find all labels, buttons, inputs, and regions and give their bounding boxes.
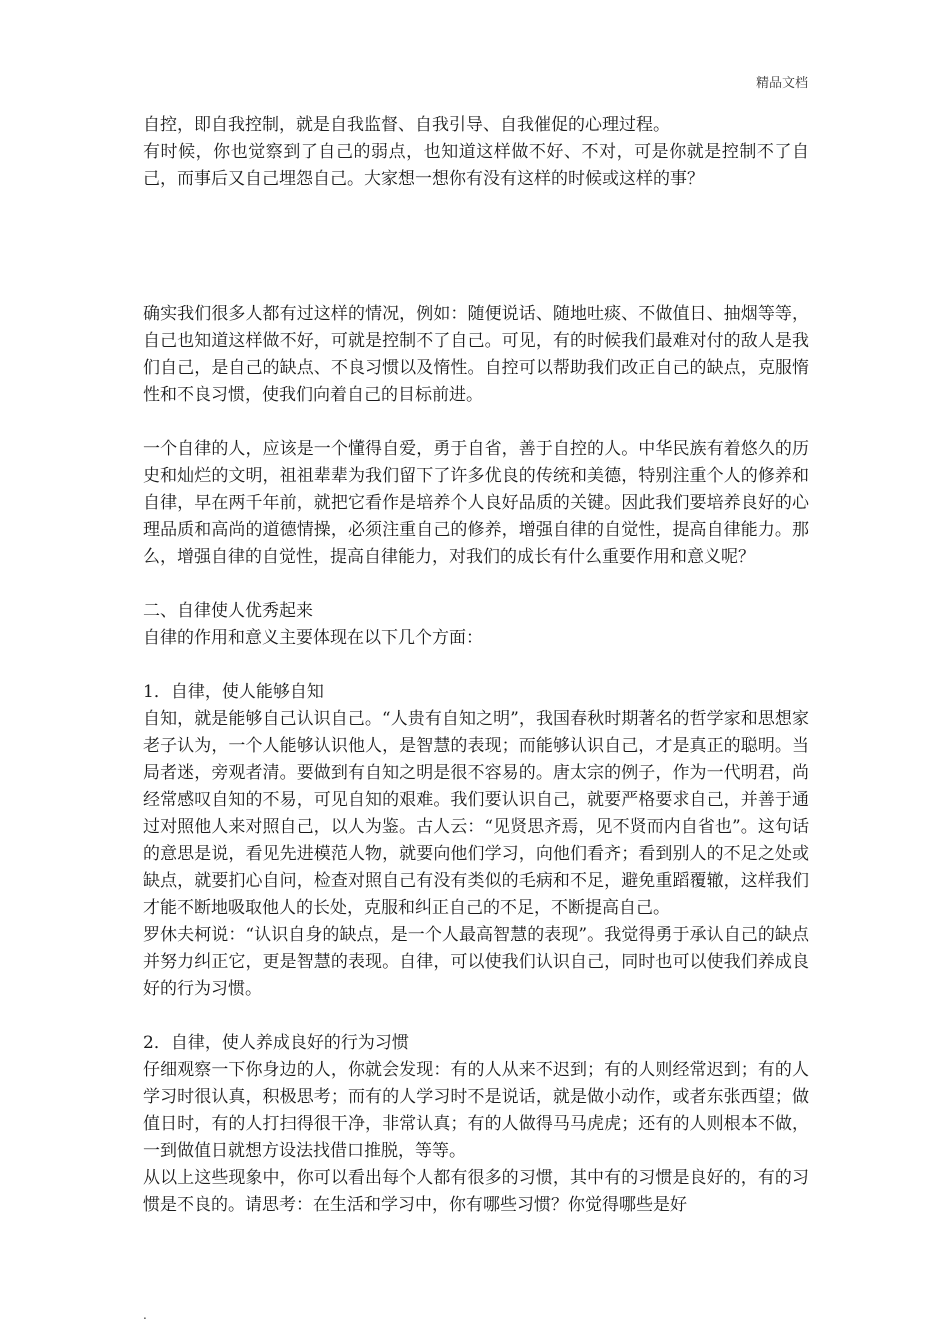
paragraph-observation: 仔细观察一下你身边的人，你就会发现：有的人从来不迟到；有的人则经常迟到；有的人学习时很认真，积极思考；而有的人学习时不是说话，就是做小动作，或者东张西望；做值日时，有的人打扫得很干净，非常认真；有的人做得马马虎虎；还有的人则根本不做，一到做值日就想方设法找借口推脱，等等。	[143, 1060, 809, 1161]
blank-line	[143, 1003, 809, 1030]
document-body	[143, 112, 809, 1219]
blank-line	[143, 652, 809, 679]
blank-line	[143, 571, 809, 598]
section-heading-2: 二、自律使人优秀起来	[143, 601, 313, 621]
page-header: 精品文档	[755, 76, 808, 91]
paragraph-aspects-intro: 自律的作用和意义主要体现在以下几个方面：	[143, 628, 483, 648]
blank-line	[143, 409, 809, 436]
paragraph-examples: 确实我们很多人都有过这样的情况，例如：随便说话、随地吐痰、不做值日、抽烟等等，自己也知道这样做不好，可就是控制不了自己。可见，有的时候我们最难对付的敌人是我们自己，是自己的缺点、不良习惯以及惰性。自控可以帮助我们改正自己的缺点，克服惰性和不良习惯，使我们向着自己的目标前进。	[143, 304, 809, 405]
subheading-habits: 2．自律，使人养成良好的行为习惯	[143, 1033, 409, 1053]
subheading-self-knowledge: 1．自律，使人能够自知	[143, 682, 324, 702]
paragraph-quote: 罗休夫柯说：“认识自身的缺点，是一个人最高智慧的表现”。我觉得勇于承认自己的缺点并努力纠正它，更是智慧的表现。自律，可以使我们认识自己，同时也可以使我们养成良好的行为习惯。	[143, 925, 809, 999]
blank-space	[143, 193, 809, 301]
paragraph-self-discipline: 一个自律的人，应该是一个懂得自爱，勇于自省，善于自控的人。中华民族有着悠久的历史和灿烂的文明，祖祖辈辈为我们留下了许多优良的传统和美德，特别注重个人的修养和自律，早在两千年前，就把它看作是培养个人良好品质的关键。因此我们要培养良好的心理品质和高尚的道德情操，必须注重自己的修养，增强自律的自觉性，提高自律能力。那么，增强自律的自觉性，提高自律能力，对我们的成长有什么重要作用和意义呢？	[143, 439, 809, 567]
paragraph-weakness: 有时候，你也觉察到了自己的弱点，也知道这样做不好、不对，可是你就是控制不了自己，而事后又自己埋怨自己。大家想一想你有没有这样的时候或这样的事？	[143, 142, 809, 189]
paragraph-habits-question: 从以上这些现象中，你可以看出每个人都有很多的习惯，其中有的习惯是良好的，有的习惯是不良的。请思考：在生活和学习中，你有哪些习惯？你觉得哪些是好	[143, 1168, 809, 1215]
paragraph-self-knowledge: 自知，就是能够自己认识自己。“人贵有自知之明”，我国春秋时期著名的哲学家和思想家老子认为，一个人能够认识他人，是智慧的表现；而能够认识自己，才是真正的聪明。当局者迷，旁观者清。要做到有自知之明是很不容易的。唐太宗的例子，作为一代明君，尚经常感叹自知的不易，可见自知的艰难。我们要认识自己，就要严格要求自己，并善于通过对照他人来对照自己，以人为鉴。古人云：“见贤思齐焉，见不贤而内自省也”。这句话的意思是说，看见先进模范人物，就要向他们学习，向他们看齐；看到别人的不足之处或缺点，就要扪心自问，检查对照自己有没有类似的毛病和不足，避免重蹈覆辙，这样我们才能不断地吸取他人的长处，克服和纠正自己的不足，不断提高自己。	[143, 709, 809, 918]
paragraph-self-control-definition: 自控，即自我控制，就是自我监督、自我引导、自我催促的心理过程。	[143, 115, 670, 135]
footer-mark: .	[143, 1308, 147, 1322]
